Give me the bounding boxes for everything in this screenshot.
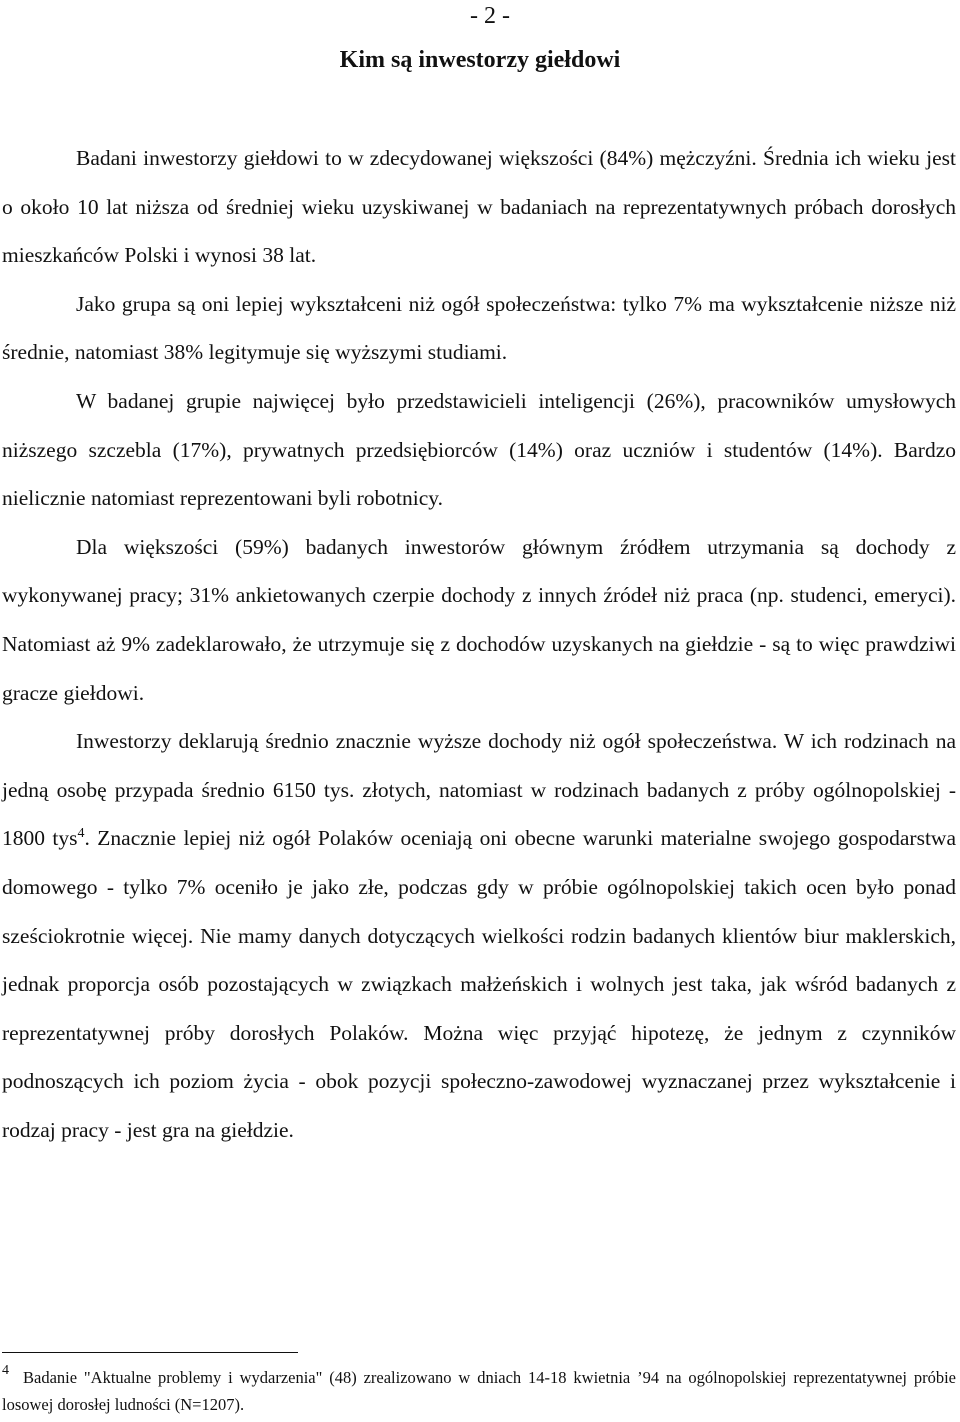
paragraph-occupation: W badanej grupie najwięcej było przedstawicieli inteligencji (26%), pracowników umysłowych niższego szczebla (17%), prywatnych przedsiębiorców (14%) oraz uczniów i studentów (14%). Bardzo nielicznie natomiast reprezentowani byli robotnicy. (2, 388, 956, 511)
paragraph-income-source: Dla większości (59%) badanych inwestorów głównym źródłem utrzymania są dochody z wykonywanej pracy; 31% ankietowanych czerpie dochody z innych źródeł niż praca (np. studenci, emeryci). Natomiast aż 9% zadeklarowało, że utrzymuje się z dochodów uzyskanych na giełdzie - są to więc prawdziwi gracze giełdowi. (2, 534, 956, 705)
paragraph-income-text-end: . Znacznie lepiej niż ogół Polaków oceniają oni obecne warunki materialne swojego gospodarstwa domowego - tylko 7% oceniło je jako złe, podczas gdy w próbie ogólnopolskiej takich ocen było ponad sześciokrotnie więcej. Nie mamy danych dotyczących wielkości rodzin badanych klientów biur maklerskich, jednak proporcja osób pozostających w związkach małżeńskich i wolnych jest taka, jak wśród badanych z reprezentatywnej próby dorosłych Polaków. Można więc przyjąć hipotezę, że jednym z czynników podnoszących ich poziom życia - obok pozycji społeczno-zawodowej wyznaczanej przez wykształcenie i rodzaj pracy - jest gra na giełdzie. (2, 826, 956, 1142)
paragraph-education: Jako grupa są oni lepiej wykształceni niż ogół społeczeństwa: tylko 7% ma wykształcenie niższe niż średnie, natomiast 38% legitymuje się wyższymi studiami. (2, 291, 956, 365)
footnote-separator (2, 1352, 298, 1353)
paragraph-income-text-start: Inwestorzy deklarują średnio znacznie wyższe dochody niż ogół społeczeństwa. W ich rodzinach na jedną osobę przypada średnio 6150 tys. złotych, natomiast w rodzinach badanych z próby ogólnopolskiej - 1800 tys (2, 729, 956, 851)
footnote-reference[interactable]: 4 (77, 826, 85, 842)
page-title: Kim są inwestorzy giełdowi (339, 47, 621, 73)
footnote (2, 1364, 956, 1418)
page-number: - 2 - (470, 3, 510, 29)
paragraph-income-level (2, 717, 956, 1154)
footnote-marker: 4 (2, 1363, 9, 1378)
body-text (2, 134, 956, 1154)
footnote-text: Badanie "Aktualne problemy i wydarzenia" (48) zrealizowano w dniach 14-18 kwietnia ’94 na ogólnopolskiej reprezentatywnej próbie losowej dorosłej ludności (N=1207). (2, 1368, 956, 1414)
paragraph-gender-age: Badani inwestorzy giełdowi to w zdecydowanej większości (84%) mężczyźni. Średnia ich wieku jest o około 10 lat niższa od średniej wieku uzyskiwanej w badaniach na reprezentatywnych próbach dorosłych mieszkańców Polski i wynosi 38 lat. (2, 146, 956, 268)
